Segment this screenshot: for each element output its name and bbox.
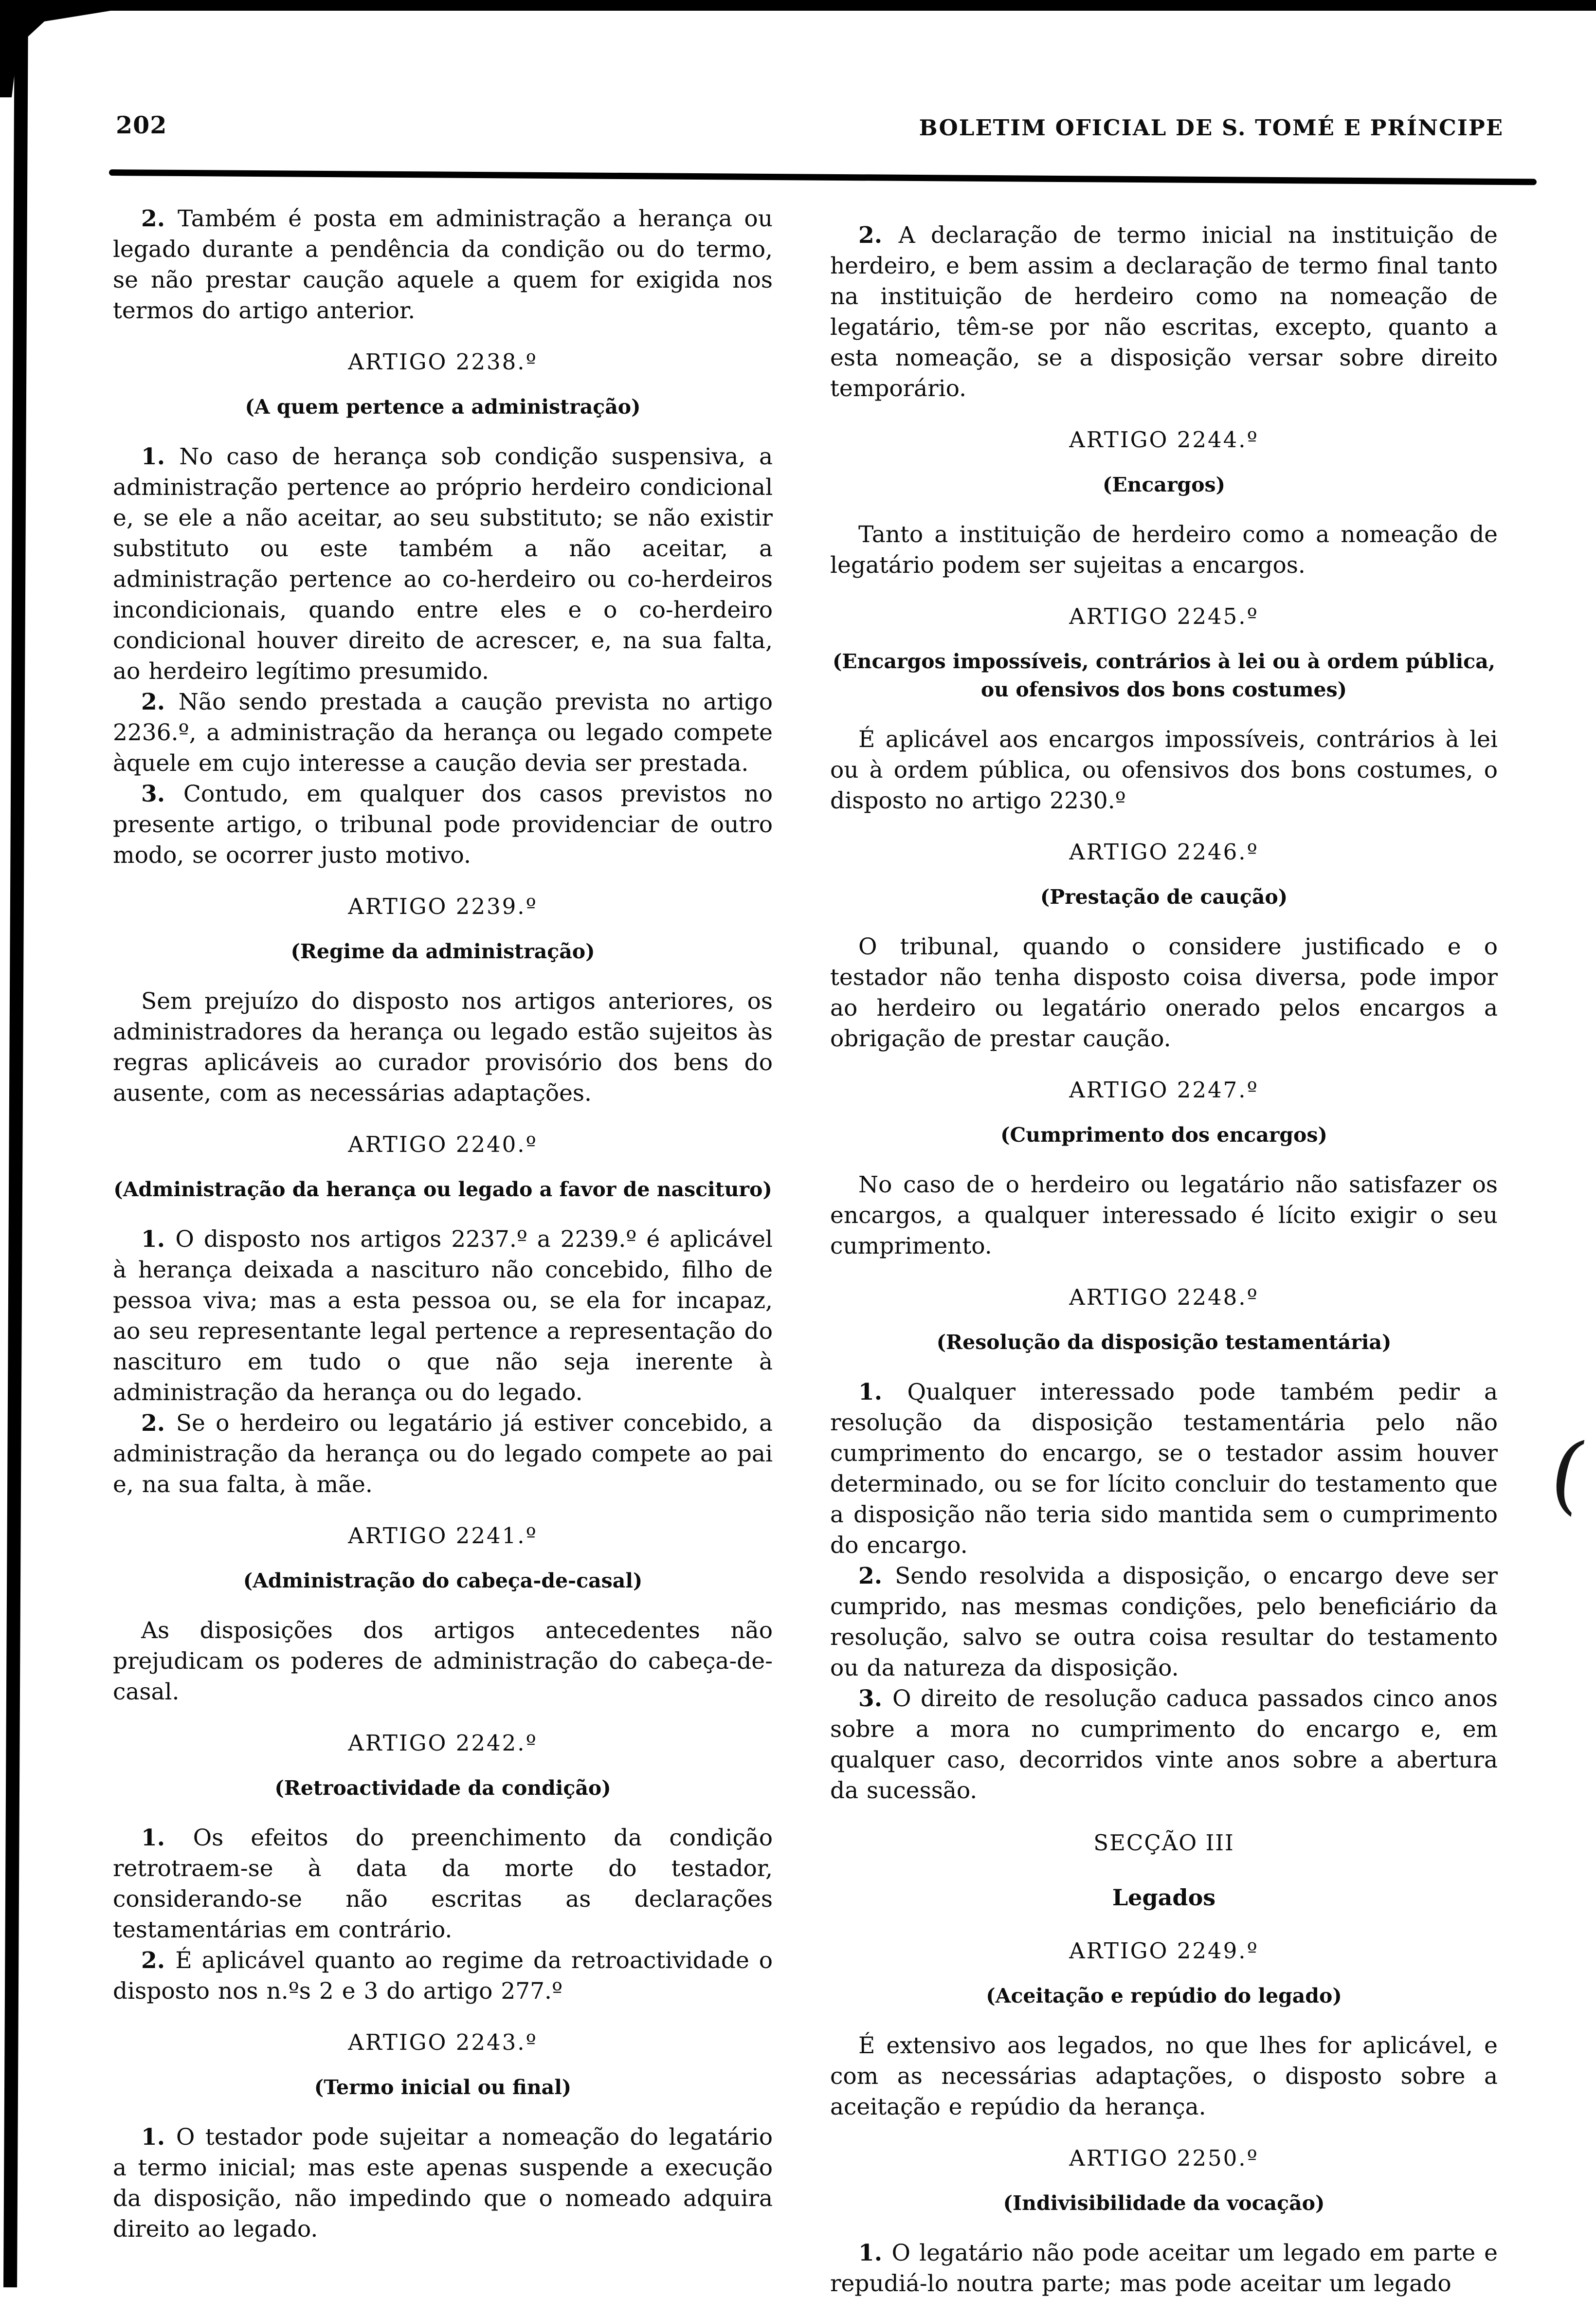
paragraph: 1. Qualquer interessado pode também pedir a resolução da disposição testamentária pelo não cumprimento do encargo, se o testador assim houver determinado, ou se for lícito concluir do testamento que a disposição não teria sido mantida sem o cumprimento do encargo. [830, 1379, 1498, 1559]
handwritten-paren-mark: ( [1542, 1422, 1593, 1525]
article-heading: ARTIGO 2240.º [348, 1131, 538, 1157]
article-subtitle: (Resolução da disposição testamentária) [936, 1331, 1392, 1354]
paragraph: 2. Também é posta em administração a herança ou legado durante a pendência da condição ou do termo, se não prestar caução aquele a quem for exigida nos termos do artigo anterior. [113, 205, 773, 324]
article-subtitle: (Termo inicial ou final) [314, 2076, 572, 2099]
paragraph-number: 2. [141, 1947, 176, 1974]
article-heading: ARTIGO 2244.º [1069, 427, 1259, 453]
paragraph: É aplicável aos encargos impossíveis, contrários à lei ou à ordem pública, ou ofensivos dos bons costumes, o disposto no artigo 2230.º [830, 726, 1498, 814]
article-subtitle: (A quem pertence a administração) [245, 395, 641, 419]
scan-artifact-left-edge-bar [3, 0, 28, 2287]
paragraph-number: 1. [141, 1226, 176, 1253]
article-heading: ARTIGO 2245.º [1069, 603, 1259, 629]
article-subtitle: (Encargos impossíveis, contrários à lei ou à ordem pública, ou ofensivos dos bons costumes) [833, 650, 1495, 701]
paragraph-number: 3. [858, 1685, 892, 1712]
article-heading: ARTIGO 2241.º [348, 1523, 538, 1549]
article-subtitle: (Retroactividade da condição) [274, 1776, 611, 1800]
paragraph-number: 2. [141, 689, 179, 715]
paragraph-number: 1. [141, 443, 180, 470]
journal-title: BOLETIM OFICIAL DE S. TOMÉ E PRÍNCIPE [919, 115, 1504, 141]
article-heading: ARTIGO 2239.º [348, 894, 538, 919]
article-heading: ARTIGO 2247.º [1069, 1077, 1259, 1103]
article-subtitle: (Encargos) [1102, 473, 1226, 496]
article-subtitle: (Aceitação e repúdio do legado) [986, 1984, 1342, 2007]
section-title: Legados [1112, 1884, 1216, 1911]
paragraph: O tribunal, quando o considere justificado e o testador não tenha disposto coisa diversa, pode impor ao herdeiro ou legatário onerado pelos encargos a obrigação de prestar caução. [830, 933, 1498, 1052]
paragraph: 1. O disposto nos artigos 2237.º a 2239.º é aplicável à herança deixada a nascituro não concebido, filho de pessoa viva; mas a esta pessoa ou, se ela for incapaz, ao seu representante legal pertence a representação do nascituro em tudo o que não seja inerente à administração da herança ou do legado. [113, 1226, 773, 1406]
page-number: 202 [116, 111, 167, 139]
article-heading: ARTIGO 2246.º [1069, 839, 1259, 865]
article-subtitle: (Cumprimento dos encargos) [1000, 1123, 1327, 1147]
paragraph: 2. Sendo resolvida a disposição, o encargo deve ser cumprido, nas mesmas condições, pelo beneficiário da resolução, salvo se outra coisa resultar do testamento ou da natureza da disposição. [830, 1563, 1498, 1681]
paragraph: 2. A declaração de termo inicial na instituição de herdeiro, e bem assim a declaração de termo final tanto na instituição de herdeiro como na nomeação de legatário, têm-se por não escritas, excepto, quanto a esta nomeação, se a disposição versar sobre direito temporário. [830, 222, 1498, 402]
right-column [830, 220, 1498, 2299]
paragraph: No caso de o herdeiro ou legatário não satisfazer os encargos, a qualquer interessado é lícito exigir o seu cumprimento. [830, 1171, 1498, 1259]
paragraph: 1. No caso de herança sob condição suspensiva, a administração pertence ao próprio herdeiro condicional e, se ele a não aceitar, ao seu substituto; se não existir substituto ou este também a não aceitar, a administração pertence ao co-herdeiro ou co-herdeiros incondicionais, quando entre eles e o co-herdeiro condicional houver direito de acrescer, e, na sua falta, ao herdeiro legítimo presumido. [113, 443, 773, 685]
paragraph: 1. Os efeitos do preenchimento da condição retrotraem-se à data da morte do testador, considerando-se não escritas as declarações testamentárias em contrário. [113, 1825, 773, 1943]
article-subtitle: (Administração do cabeça-de-casal) [243, 1569, 643, 1592]
paragraph: 3. Contudo, em qualquer dos casos previstos no presente artigo, o tribunal pode providenciar de outro modo, se ocorrer justo motivo. [113, 781, 773, 869]
article-subtitle: (Indivisibilidade da vocação) [1003, 2191, 1325, 2215]
paragraph: Sem prejuízo do disposto nos artigos anteriores, os administradores da herança ou legado estão sujeitos às regras aplicáveis ao curador provisório dos bens do ausente, com as necessárias adaptações. [113, 988, 773, 1107]
article-heading: ARTIGO 2248.º [1069, 1284, 1259, 1310]
paragraph: 2. Não sendo prestada a caução prevista no artigo 2236.º, a administração da herança ou legado compete àquele em cujo interesse a caução devia ser prestada. [113, 689, 773, 777]
article-heading: ARTIGO 2238.º [348, 349, 538, 375]
paragraph: 1. O legatário não pode aceitar um legado em parte e repudiá-lo noutra parte; mas pode aceitar um legado [830, 2240, 1498, 2297]
paragraph-number: 1. [858, 2240, 892, 2266]
paragraph-number: 1. [141, 2124, 176, 2151]
article-heading: ARTIGO 2243.º [348, 2029, 538, 2055]
article-heading: ARTIGO 2250.º [1069, 2145, 1259, 2171]
paragraph-number: 2. [858, 222, 899, 249]
paragraph: As disposições dos artigos antecedentes não prejudicam os poderes de administração do cabeça-de-casal. [113, 1617, 773, 1705]
paragraph: 2. É aplicável quanto ao regime da retroactividade o disposto nos n.ºs 2 e 3 do artigo 277.º [113, 1947, 773, 2005]
article-heading: ARTIGO 2242.º [348, 1730, 538, 1756]
paragraph-number: 1. [858, 1379, 907, 1405]
paragraph: 3. O direito de resolução caduca passados cinco anos sobre a mora no cumprimento do encargo e, em qualquer caso, decorridos vinte anos sobre a abertura da sucessão. [830, 1685, 1498, 1804]
paragraph-number: 2. [858, 1563, 895, 1589]
paragraph-number: 1. [141, 1825, 193, 1851]
section-heading: SECÇÃO III [1093, 1830, 1234, 1856]
paragraph: 2. Se o herdeiro ou legatário já estiver concebido, a administração da herança ou do legado compete ao pai e, na sua falta, à mãe. [113, 1410, 773, 1498]
article-subtitle: (Administração da herança ou legado a favor de nascituro) [113, 1178, 772, 1201]
article-subtitle: (Prestação de caução) [1040, 885, 1288, 909]
paragraph-number: 2. [141, 1410, 176, 1437]
header-rule [109, 169, 1537, 185]
paragraph-number: 3. [141, 781, 183, 807]
paragraph: 1. O testador pode sujeitar a nomeação do legatário a termo inicial; mas este apenas suspende a execução da disposição, não impedindo que o nomeado adquira direito ao legado. [113, 2124, 773, 2243]
paragraph: Tanto a instituição de herdeiro como a nomeação de legatário podem ser sujeitas a encargos. [830, 521, 1498, 579]
left-column [113, 203, 773, 2244]
scan-artifact-top-band [0, 0, 1596, 11]
paragraph-number: 2. [141, 205, 178, 232]
article-heading: ARTIGO 2249.º [1069, 1938, 1259, 1964]
article-subtitle: (Regime da administração) [290, 940, 595, 963]
paragraph: É extensivo aos legados, no que lhes for aplicável, e com as necessárias adaptações, o disposto sobre a aceitação e repúdio da herança. [830, 2032, 1498, 2120]
